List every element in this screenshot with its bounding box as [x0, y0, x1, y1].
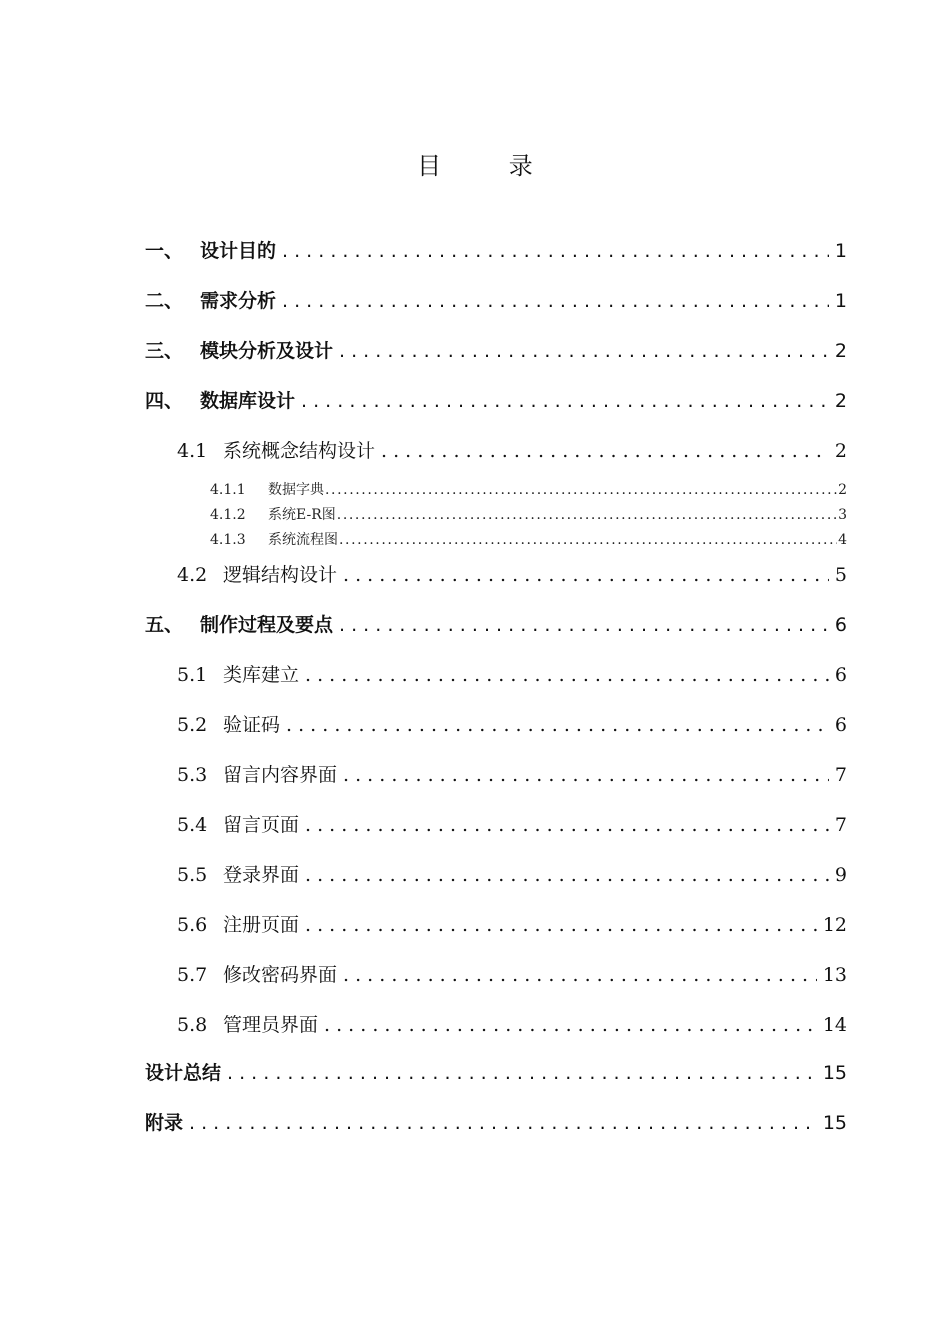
toc-entry-number: 三、	[145, 340, 184, 362]
dot-leader	[189, 1112, 817, 1134]
toc-entry[interactable]	[177, 760, 847, 787]
toc-entry-label: 修改密码界面	[223, 964, 338, 986]
dot-leader	[286, 714, 829, 736]
dot-leader	[339, 614, 829, 636]
toc-entry-label: 系统流程图	[268, 532, 338, 548]
toc-entry-number: 四、	[145, 390, 184, 412]
dot-leader	[301, 390, 829, 412]
dot-leader	[339, 532, 837, 548]
toc-entry[interactable]	[145, 610, 847, 637]
toc-entry-page: 2	[834, 440, 847, 462]
toc-entry-label: 制作过程及要点	[200, 614, 334, 636]
toc-entry-label: 设计目的	[200, 240, 277, 262]
toc-entry[interactable]	[145, 1108, 847, 1135]
toc-entry-page: 1	[834, 240, 847, 262]
toc-entry[interactable]	[210, 529, 847, 549]
toc-entry-number: 5.2	[177, 714, 208, 736]
toc-entry-page: 6	[834, 664, 847, 686]
toc-entry-page: 7	[834, 814, 847, 836]
toc-entry-number: 4.1.1	[210, 482, 246, 498]
toc-entry-label: 类库建立	[223, 664, 300, 686]
toc-entry-page: 9	[834, 864, 847, 886]
toc-entry-page: 3	[838, 507, 847, 523]
toc-entry-page: 12	[822, 914, 847, 936]
toc-entry-label: 登录界面	[223, 864, 300, 886]
toc-entry-number: 5.8	[177, 1014, 208, 1036]
toc-entry-page: 14	[822, 1014, 847, 1036]
toc-entry-label: 留言页面	[223, 814, 300, 836]
toc-entry[interactable]	[145, 236, 847, 263]
toc-entry-page: 13	[822, 964, 847, 986]
toc-entry-number: 一、	[145, 240, 184, 262]
toc-entry-label: 模块分析及设计	[200, 340, 334, 362]
toc-entry[interactable]	[145, 336, 847, 363]
toc-entry[interactable]	[210, 504, 847, 524]
toc-entry[interactable]	[177, 960, 847, 987]
dot-leader	[339, 340, 829, 362]
toc-entry[interactable]	[210, 479, 847, 499]
toc-entry-number: 4.1.2	[210, 507, 246, 523]
dot-leader	[282, 240, 829, 262]
toc-entry-number: 5.6	[177, 914, 208, 936]
dot-leader	[305, 664, 829, 686]
toc-entry-number: 4.2	[177, 564, 208, 586]
dot-leader	[227, 1062, 817, 1084]
toc-entry[interactable]	[177, 910, 847, 937]
toc-entry[interactable]	[177, 710, 847, 737]
toc-entry-label: 系统E-R图	[268, 507, 336, 523]
toc-entry-page: 1	[834, 290, 847, 312]
toc-entry[interactable]	[177, 860, 847, 887]
dot-leader	[337, 507, 837, 523]
toc-entry-number: 5.3	[177, 764, 208, 786]
toc-entry-label: 需求分析	[200, 290, 277, 312]
toc-entry-number: 5.7	[177, 964, 208, 986]
toc-entry[interactable]	[145, 1058, 847, 1085]
dot-leader	[282, 290, 829, 312]
toc-entry-number: 5.1	[177, 664, 208, 686]
toc-entry-page: 2	[834, 390, 847, 412]
toc-entry-label: 注册页面	[223, 914, 300, 936]
toc-entry[interactable]	[177, 436, 847, 463]
dot-leader	[343, 564, 829, 586]
toc-entry-page: 2	[838, 482, 847, 498]
toc-entry-label: 数据库设计	[200, 390, 296, 412]
toc-entry-label: 验证码	[223, 714, 281, 736]
toc-entry-page: 7	[834, 764, 847, 786]
dot-leader	[381, 440, 829, 462]
toc-entry-number: 4.1	[177, 440, 208, 462]
toc-entry-label: 管理员界面	[223, 1014, 319, 1036]
dot-leader	[343, 764, 829, 786]
toc-entry[interactable]	[145, 286, 847, 313]
toc-entry[interactable]	[177, 560, 847, 587]
toc-entry-number: 五、	[145, 614, 184, 636]
toc-title: 目 录	[417, 152, 563, 180]
toc-entry-number: 5.4	[177, 814, 208, 836]
toc-entry[interactable]	[145, 386, 847, 413]
toc-entry-label: 留言内容界面	[223, 764, 338, 786]
toc-entry-page: 2	[834, 340, 847, 362]
dot-leader	[305, 864, 829, 886]
toc-entry-page: 15	[822, 1062, 847, 1084]
toc-entry-number: 二、	[145, 290, 184, 312]
toc-entry-label: 设计总结	[145, 1062, 222, 1084]
dot-leader	[325, 482, 837, 498]
toc-entry[interactable]	[177, 660, 847, 687]
toc-entry-label: 数据字典	[268, 482, 324, 498]
toc-entry-number: 4.1.3	[210, 532, 246, 548]
toc-entry-number: 5.5	[177, 864, 208, 886]
toc-entry[interactable]	[177, 810, 847, 837]
toc-entry-page: 4	[838, 532, 847, 548]
toc-entry-page: 15	[822, 1112, 847, 1134]
toc-entry-page: 6	[834, 614, 847, 636]
toc-entry[interactable]	[177, 1010, 847, 1037]
toc-entry-label: 系统概念结构设计	[223, 440, 376, 462]
toc-entry-label: 附录	[145, 1112, 184, 1134]
toc-entry-page: 6	[834, 714, 847, 736]
toc-entry-page: 5	[834, 564, 847, 586]
toc-entry-label: 逻辑结构设计	[223, 564, 338, 586]
dot-leader	[305, 914, 817, 936]
dot-leader	[343, 964, 817, 986]
dot-leader	[305, 814, 829, 836]
dot-leader	[324, 1014, 817, 1036]
